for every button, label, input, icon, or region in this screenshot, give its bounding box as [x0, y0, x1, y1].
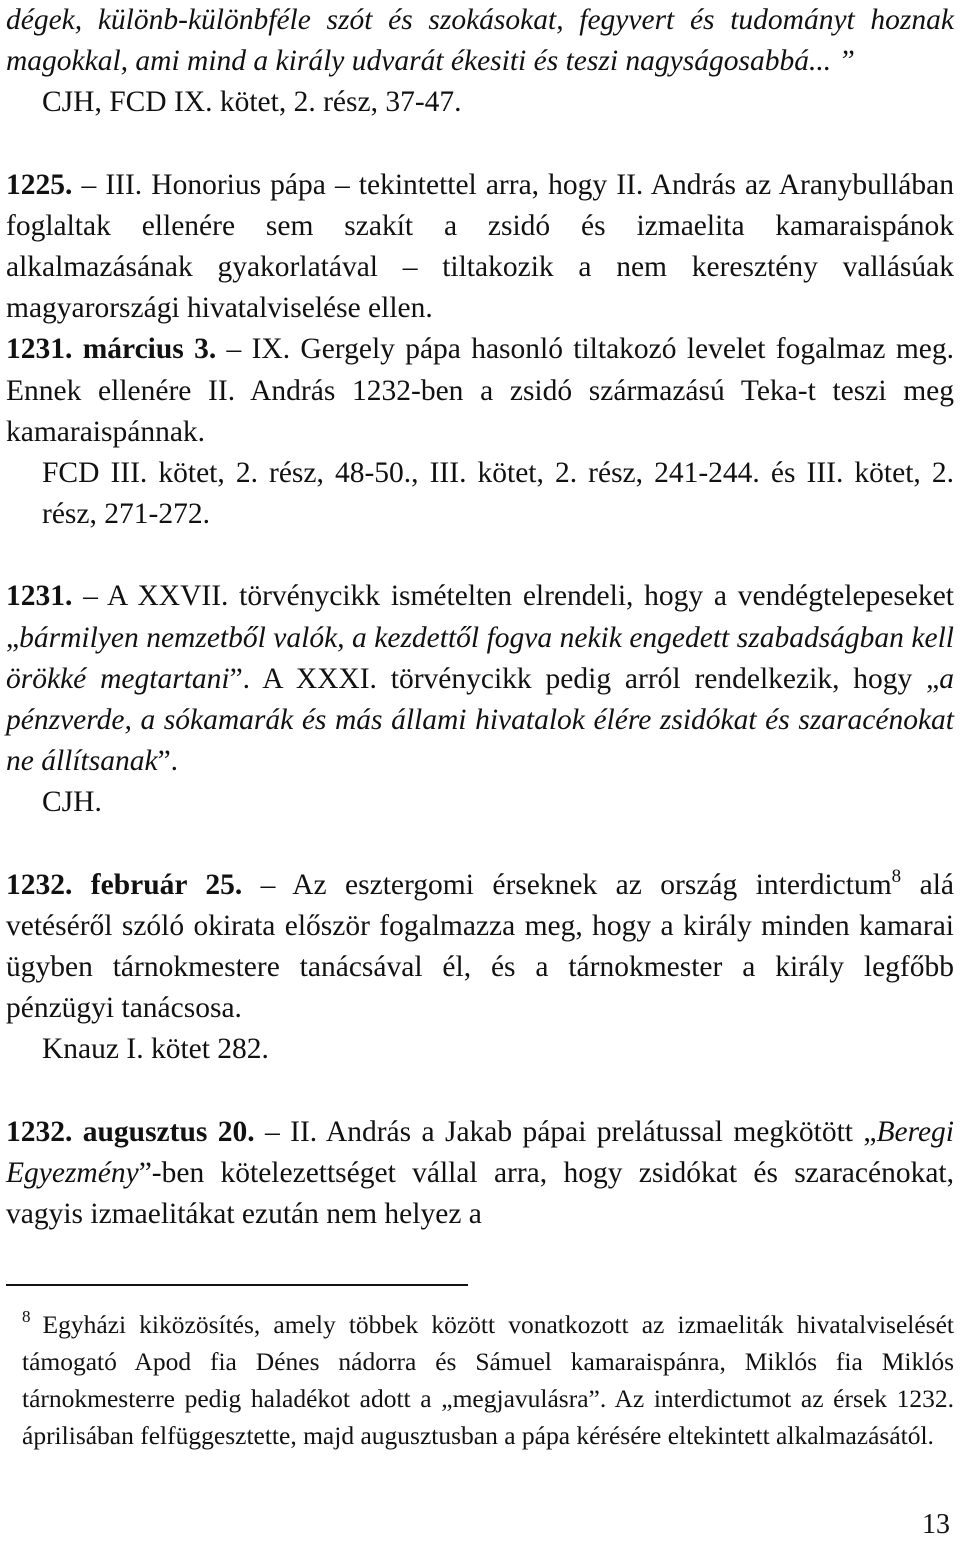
quote-continuation: dégek, különb-különbféle szót és szokásokat, fegyvert és tudományt hoznak magokkal, ami mind a király udvarát ékesiti és teszi nagyságosabbá... ”: [6, 4, 954, 78]
entry-text: alá vetéséről szóló okirata először fogalmazza meg, hogy a király minden kamarai ügyben tárnokmestere tanácsával él, és a tárnokmester a király legfőbb pénzügyi tanácsosa.: [6, 868, 954, 1025]
entry-text: – III. Honorius pápa – tekintettel arra, hogy II. András az Aranybullában foglaltak ellenére sem szakít a zsidó és izmaelita kamaraispánok alkalmazásának gyakorlatával – tiltakozik a nem keresztény vallásúak magyarországi hivatalviselése ellen.: [6, 168, 954, 325]
entry-date: 1232. február 25.: [6, 868, 243, 901]
page-number: 13: [922, 1509, 950, 1540]
source-reference: Knauz I. kötet 282.: [42, 1033, 269, 1066]
entry-date: 1225.: [6, 168, 73, 201]
entry-text: ”-ben kötelezettséget vállal arra, hogy zsidókat és szaracénokat, vagyis izmaelitákat ezután nem helyez a: [6, 1156, 954, 1231]
entry-1225: [6, 165, 954, 330]
entry-1232-februar: [6, 865, 954, 1030]
entry-text: – II. András a Jakab pápai prelátussal megkötött „: [254, 1115, 877, 1148]
entry-text: – IX. Gergely pápa hasonló tiltakozó levelet fogalmaz meg. Ennek ellenére II. András 1232-ben a zsidó származású Teka-t teszi meg kamaraispánnak.: [6, 333, 954, 448]
source-reference: FCD III. kötet, 2. rész, 48-50., III. kötet, 2. rész, 241-244. és III. kötet, 2. rész, 271-272.: [42, 457, 954, 531]
footnote-marker: 8: [22, 1307, 31, 1326]
treaty-name: Beregi Egyezmény: [6, 1115, 954, 1189]
entry-date: 1231. március 3.: [6, 333, 217, 366]
entry-date: 1231.: [6, 580, 73, 613]
quoted-law: bármilyen nemzetből valók, a kezdettől fogva nekik engedett szabadságban kell örökké megtartani: [6, 621, 954, 695]
entry-1231: [6, 576, 954, 782]
entry-1232-augusztus: [6, 1112, 954, 1236]
entry-text: ”. A XXXI. törvénycikk pedig arról rendelkezik, hogy „: [229, 662, 940, 695]
main-text: [6, 0, 954, 1235]
source-reference: CJH.: [42, 786, 102, 819]
entry-date: 1232. augusztus 20.: [6, 1115, 255, 1148]
entry-text: – A XXVII. törvénycikk ismételten elrendeli, hogy a vendégtelepeseket „: [6, 580, 954, 654]
footnote: [22, 1306, 954, 1454]
entry-text: – Az esztergomi érseknek az ország interdictum: [242, 868, 892, 901]
source-reference: CJH, FCD IX. kötet, 2. rész, 37-47.: [42, 86, 462, 119]
entry-text: ”.: [157, 745, 179, 778]
footnote-text: Egyházi kiközösítés, amely többek között vonatkozott az izmaeliták hivatalviselését támogató Apod fia Dénes nádorra és Sámuel kamaraispánra, Miklós fia Miklós tárnokmesterre pedig haladékot adott a „megjavulásra”. Az interdictumot az érsek 1232. áprilisában felfüggesztette, majd augusztusban a pápa kérésére eltekintett alkalmazásától.: [22, 1310, 954, 1450]
footnote-divider: [6, 1284, 468, 1286]
quoted-law: a pénzverde, a sókamarák és más állami hivatalok élére zsidókat és szaracénokat ne állítsanak: [6, 662, 954, 778]
footnote-reference[interactable]: 8: [891, 865, 902, 887]
entry-1231-marcius: [6, 329, 954, 453]
